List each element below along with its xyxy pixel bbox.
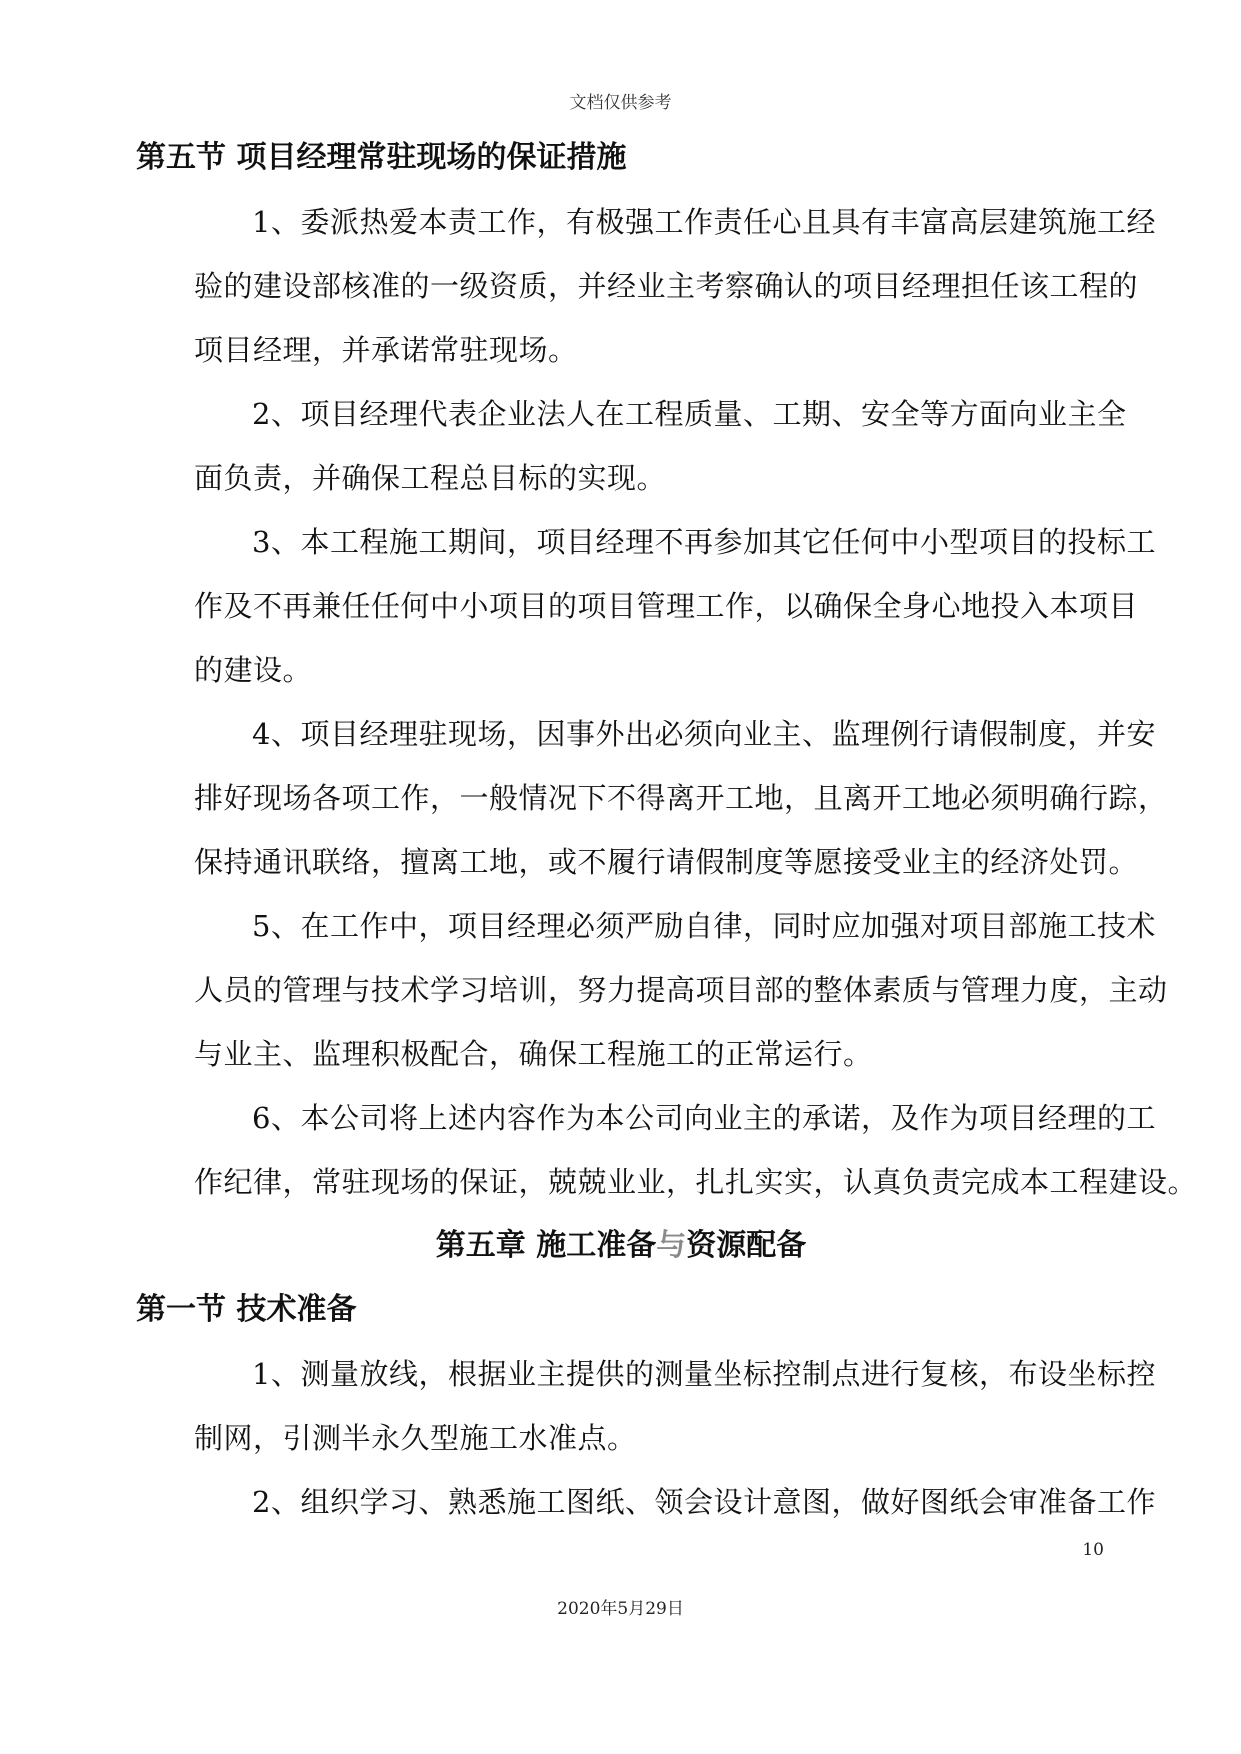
- chapter-title-part: 资源配备: [686, 1228, 807, 1263]
- paragraph-line: 1、委派热爱本责工作，有极强工作责任心且具有丰富高层建筑施工经: [252, 205, 1156, 239]
- paragraph: [136, 1470, 1156, 1534]
- paragraph-line: 制网，引测半永久型施工水准点。: [194, 1421, 637, 1455]
- paragraph-line: 的建设。: [194, 653, 313, 687]
- footer-date: 2020年5月29日: [557, 1599, 684, 1619]
- paragraph: [136, 382, 1127, 510]
- chapter-title-part: 与: [656, 1228, 687, 1263]
- paragraph-line: 保持通讯联络，擅离工地，或不履行请假制度等愿接受业主的经济处罚。: [194, 845, 1139, 879]
- paragraph-line: 3、本工程施工期间，项目经理不再参加其它任何中小型项目的投标工: [252, 525, 1156, 559]
- paragraph-line: 2、组织学习、熟悉施工图纸、领会设计意图，做好图纸会审准备工作: [252, 1485, 1156, 1519]
- header-note: 文档仅供参考: [569, 93, 672, 113]
- page-number: 10: [1082, 1540, 1104, 1560]
- paragraph-line: 2、项目经理代表企业法人在工程质量、工期、安全等方面向业主全: [252, 397, 1127, 431]
- paragraph-line: 项目经理，并承诺常驻现场。: [194, 333, 578, 367]
- paragraph: [136, 1086, 1198, 1214]
- chapter5-title: [136, 1214, 1106, 1278]
- paragraph: [136, 894, 1168, 1086]
- paragraph-line: 1、测量放线，根据业主提供的测量坐标控制点进行复核，布设坐标控: [252, 1357, 1156, 1391]
- paragraph-line: 验的建设部核准的一级资质，并经业主考察确认的项目经理担任该工程的: [194, 269, 1139, 303]
- paragraph-line: 6、本公司将上述内容作为本公司向业主的承诺，及作为项目经理的工: [252, 1101, 1156, 1135]
- paragraph-line: 面负责，并确保工程总目标的实现。: [194, 461, 667, 495]
- section5-title: 第五节 项目经理常驻现场的保证措施: [136, 140, 627, 175]
- paragraph-line: 作及不再兼任任何中小项目的项目管理工作，以确保全身心地投入本项目: [194, 589, 1139, 623]
- paragraph-line: 4、项目经理驻现场，因事外出必须向业主、监理例行请假制度，并安: [252, 717, 1156, 751]
- section1-title: 第一节 技术准备: [136, 1292, 357, 1327]
- page-content: [136, 126, 1198, 1534]
- paragraph-line: 与业主、监理积极配合，确保工程施工的正常运行。: [194, 1037, 873, 1071]
- paragraph-line: 人员的管理与技术学习培训，努力提高项目部的整体素质与管理力度，主动: [194, 973, 1168, 1007]
- chapter-title-part: 第五章 施工准备: [435, 1228, 657, 1263]
- paragraph-line: 5、在工作中，项目经理必须严励自律，同时应加强对项目部施工技术: [252, 909, 1156, 943]
- paragraph: [136, 510, 1156, 702]
- paragraph-line: 排好现场各项工作，一般情况下不得离开工地，且离开工地必须明确行踪，: [194, 781, 1168, 815]
- paragraph: [136, 190, 1156, 382]
- paragraph-line: 作纪律，常驻现场的保证，兢兢业业，扎扎实实，认真负责完成本工程建设。: [194, 1165, 1198, 1199]
- paragraph: [136, 1342, 1156, 1470]
- paragraph: [136, 702, 1168, 894]
